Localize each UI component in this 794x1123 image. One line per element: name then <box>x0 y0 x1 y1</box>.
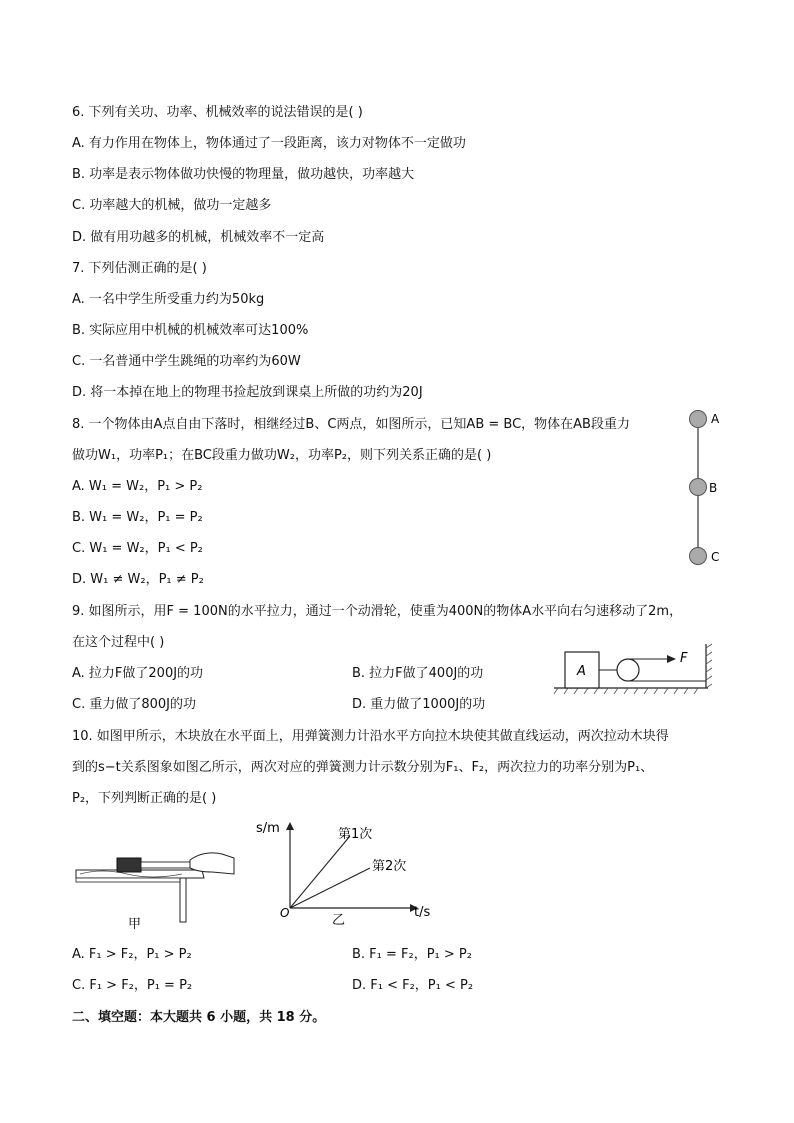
figure-jia-table <box>72 848 242 934</box>
q6-option-c: C. 功率越大的机械，做功一定越多 <box>72 198 272 213</box>
figure-jia-label: 甲 <box>128 917 142 932</box>
q8-option-a: A. W₁ = W₂，P₁ > P₂ <box>72 479 203 494</box>
q9-option-d: D. 重力做了1000J的功 <box>352 697 486 712</box>
q6-option-d: D. 做有用功越多的机械，机械效率不一定高 <box>72 230 325 245</box>
q10-stem-line2: 到的s−t关系图象如图乙所示，两次对应的弹簧测力计示数分别为F₁、F₂，两次拉力的功率分别为P₁、 <box>72 760 654 775</box>
q10-option-c: C. F₁ > F₂，P₁ = P₂ <box>72 978 193 993</box>
force-label: F <box>680 651 688 666</box>
q8-stem-line2: 做功W₁，功率P₁；在BC段重力做功W₂，功率P₂，则下列关系正确的是( ) <box>72 448 492 463</box>
label-a: A <box>711 412 720 426</box>
q10-stem-line3: P₂，下列判断正确的是( ) <box>72 791 217 806</box>
hand <box>190 853 234 874</box>
ball-c <box>690 548 707 565</box>
figure-yi-label: 乙 <box>332 913 346 928</box>
falling-object-figure <box>678 404 728 572</box>
y-axis-arrow <box>286 822 294 830</box>
q8-option-d: D. W₁ ≠ W₂，P₁ ≠ P₂ <box>72 572 204 587</box>
table-leg-right <box>180 878 186 922</box>
q8-stem-line1: 8. 一个物体由A点自由下落时，相继经过B、C两点，如图所示，已知AB = BC，物体在AB段重力 <box>72 417 630 432</box>
q9-option-a: A. 拉力F做了200J的功 <box>72 666 204 681</box>
st-graph <box>252 816 442 928</box>
q8-option-b: B. W₁ = W₂，P₁ = P₂ <box>72 510 203 525</box>
q6-option-a: A. 有力作用在物体上，物体通过了一段距离，该力对物体不一定做功 <box>72 136 466 151</box>
graph-x-label: t/s <box>414 905 431 920</box>
q10-option-a: A. F₁ > F₂，P₁ > P₂ <box>72 947 192 962</box>
block-a-label: A <box>577 664 586 679</box>
q6-stem: 6. 下列有关功、功率、机械效率的说法错误的是( ) <box>72 105 363 120</box>
q10-option-b: B. F₁ = F₂，P₁ > P₂ <box>352 947 472 962</box>
q7-stem: 7. 下列估测正确的是( ) <box>72 261 207 276</box>
table-apron <box>76 878 186 882</box>
series-label-2: 第2次 <box>372 859 407 874</box>
ball-b <box>690 479 707 496</box>
label-c: C <box>711 550 720 564</box>
graph-y-label: s/m <box>256 821 280 836</box>
series-label-1: 第1次 <box>338 827 373 842</box>
q7-option-c: C. 一名普通中学生跳绳的功率约为60W <box>72 354 301 369</box>
pulley-figure <box>548 640 716 698</box>
q7-option-a: A. 一名中学生所受重力约为50kg <box>72 292 265 307</box>
q10-option-d: D. F₁ < F₂，P₁ < P₂ <box>352 978 474 993</box>
series-line-2 <box>290 868 370 908</box>
section-heading-fill-in: 二、填空题：本大题共 6 小题，共 18 分。 <box>72 1010 326 1025</box>
q9-stem-line1: 9. 如图所示，用F = 100N的水平拉力，通过一个动滑轮，使重为400N的物体A水平向右匀速移动了2m， <box>72 604 683 619</box>
q8-option-c: C. W₁ = W₂，P₁ < P₂ <box>72 541 203 556</box>
q7-option-d: D. 将一本掉在地上的物理书捡起放到课桌上所做的功约为20J <box>72 385 423 400</box>
wall-hatch <box>706 644 712 688</box>
label-b: B <box>709 481 718 495</box>
q6-option-b: B. 功率是表示物体做功快慢的物理量，做功越快，功率越大 <box>72 167 415 182</box>
force-arrow-head <box>667 655 676 663</box>
q10-stem-line1: 10. 如图甲所示，木块放在水平面上，用弹簧测力计沿水平方向拉木块使其做直线运动，两次拉动木块得 <box>72 729 669 744</box>
q9-stem-line2: 在这个过程中( ) <box>72 635 165 650</box>
ground-hatch <box>554 688 698 694</box>
ball-a <box>690 411 707 428</box>
q9-option-b: B. 拉力F做了400J的功 <box>352 666 484 681</box>
q9-option-c: C. 重力做了800J的功 <box>72 697 196 712</box>
q7-option-b: B. 实际应用中机械的机械效率可达100% <box>72 323 309 338</box>
movable-pulley <box>617 659 639 681</box>
spring-scale <box>141 862 191 868</box>
series-line-1 <box>290 836 350 908</box>
graph-origin: O <box>280 906 290 920</box>
wooden-block <box>117 858 141 872</box>
